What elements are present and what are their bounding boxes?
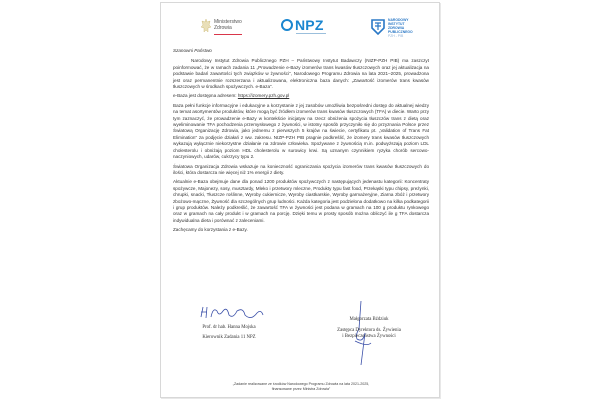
funding-footnote	[181, 382, 421, 392]
signatory-name-left: Prof. dr hab. Hanna Mojska	[202, 325, 256, 330]
nizp-line-1: NARODOWY	[388, 18, 409, 22]
paragraph-link	[173, 93, 429, 99]
signatory-title-left: Kierownik Zadania 11 NPZ	[202, 334, 256, 340]
paragraph-who: Światowa Organizacja Zdrowia wskazuje na konieczność ograniczania spożycia izomerów trans kwasów tłuszczowych do ilości, która dostarcza nie więcej niż 1% energii z diety.	[173, 163, 429, 175]
ministry-of-health-logo	[200, 18, 252, 38]
nizp-line-3: ZDROWIA	[388, 26, 405, 30]
ministry-accent-line	[214, 34, 242, 35]
signatory-name-right: Małgorzata Bździuk	[349, 317, 389, 322]
ministry-line1: Ministerstwo	[214, 19, 242, 25]
signatory-title-right-2: i Bezpieczeństwa Żywności	[342, 334, 396, 339]
nizp-shield-icon	[371, 18, 385, 35]
paragraph-about: Baza pełni funkcje informacyjne i edukacyjne a korzystanie z jej zasobów umożliwia bezpośredni dostęp do aktualnej wiedzy na temat asortymentów produktów, które mogą być źródłem izomerów trans kwasów tłuszczowych (TFA) w diecie. Warto przy tym zaznaczyć, że prowadzenie e-Bazy w kontekście inicjatyw na rzecz obniżenia spożycia tłuszczów trans z dietą oraz wyeliminowanie TFA pochodzenia przemysłowego z żywności, w istotny sposób przyczyniło się do przyznania Polsce przez Światową Organizację Zdrowia, jako jednemu z pierwszych 5 krajów na świecie, certyfikatu pt. „Validation of Trans Fat Elimination” za podjęcie działań z ww. zakresu. NIZP-PZH PIB pragnie podkreślić, że izomery trans kwasów tłuszczowych wykazują wyłącznie niekorzystne działanie na zdrowie człowieka. Spożywane z żywnością m.in. podwyższają poziom LDL cholesterolu i obniżają poziom HDL cholesterolu w surowicy krwi. Są uznanym czynnikiem ryzyka chorób sercowo-naczyniowych, udarów, cukrzycy typu 2.	[173, 102, 429, 160]
handwritten-signature-left	[197, 303, 267, 323]
npz-subtitle-line	[296, 33, 326, 34]
signature-block-left	[189, 325, 269, 341]
npz-globe-icon	[281, 19, 293, 31]
paragraph-categories: Aktualnie e-Baza obejmuje dane dla ponad 1200 produktów spożywczych z następujących jedenastu kategorii: Koncentraty spożywcze, Majonezy, sosy, musztardy, Mleko i przetwory mleczne, Produkty typu fast food, Przekąski typu chipsy, preżynki, chrupki, snacki, Tłuszcze roślinne, Wyroby cukiernicze, Wyroby ciastkarskie, Wyroby garmażeryjne, Ziarna zbóż i przetwory zbożowo-mączne, Żywność dla szczególnych grup ludności. Każda kategoria jest podzielona dodatkowo na kilka podkategorii i grup produktów. Należy podkreślić, że zawartość TFA w żywności jest podana w gramach na 100 g produktu rynkowego oraz w gramach na cały produkt i w gramach na porcję. Dzięki temu w prosty sposób można obliczyć ile g TFA dostarcza indywidualna dieta i porównać z zaleceniami.	[173, 179, 429, 223]
letter-body	[173, 48, 429, 237]
paragraph-intro: Narodowy Instytut Zdrowia Publicznego PZH – Państwowy Instytut Badawczy (NIZP-PZH PIB) ma zaszczyt poinformować, że w ramach zadania 11 „Prowadzenie e-Bazy izomerów trans kwasów tłuszczowych oraz jej aktualizacja na podstawie badań zawartości tych związków w żywności”, Narodowego Programu Zdrowia na lata 2021–2025, prowadzona jest oraz permanentnie rozszerzana i aktualizowana, elektroniczna baza danych: „Zawartość izomerów trans kwasów tłuszczowych w środkach spożywczych. e-Baza”.	[173, 58, 429, 90]
salutation: Szanowni Państwo	[173, 48, 212, 53]
nizp-pzh-logo	[371, 17, 431, 39]
ebaza-link[interactable]: https://izomery.pzh.gov.pl	[237, 93, 290, 99]
npz-logo	[281, 17, 331, 37]
closing-line: Zachęcamy do korzystania z e-Bazy.	[173, 227, 248, 233]
signatory-title-right-1: Zastępca Dyrektora ds. Żywienia	[337, 327, 401, 333]
eagle-emblem-icon	[200, 18, 212, 34]
nizp-line-2: INSTYTUT	[388, 22, 405, 26]
signature-block-right	[319, 317, 419, 341]
footer-line-2: finansowane przez Ministra Zdrowia”	[271, 387, 331, 391]
nizp-line-4: PUBLICZNEGO	[388, 30, 413, 34]
npz-logo-text: NPZ	[295, 17, 324, 33]
footer-line-1: „Zadanie realizowane ze środków Narodowego Programu Zdrowia na lata 2021-2025,	[232, 382, 370, 386]
ministry-line2: Zdrowia	[214, 25, 232, 31]
letterhead-logos	[161, 15, 439, 41]
document-page	[160, 2, 440, 398]
link-prefix: e-Baza jest dostępna adresem:	[173, 93, 238, 99]
nizp-line-5: PZH - PIB	[388, 34, 404, 38]
